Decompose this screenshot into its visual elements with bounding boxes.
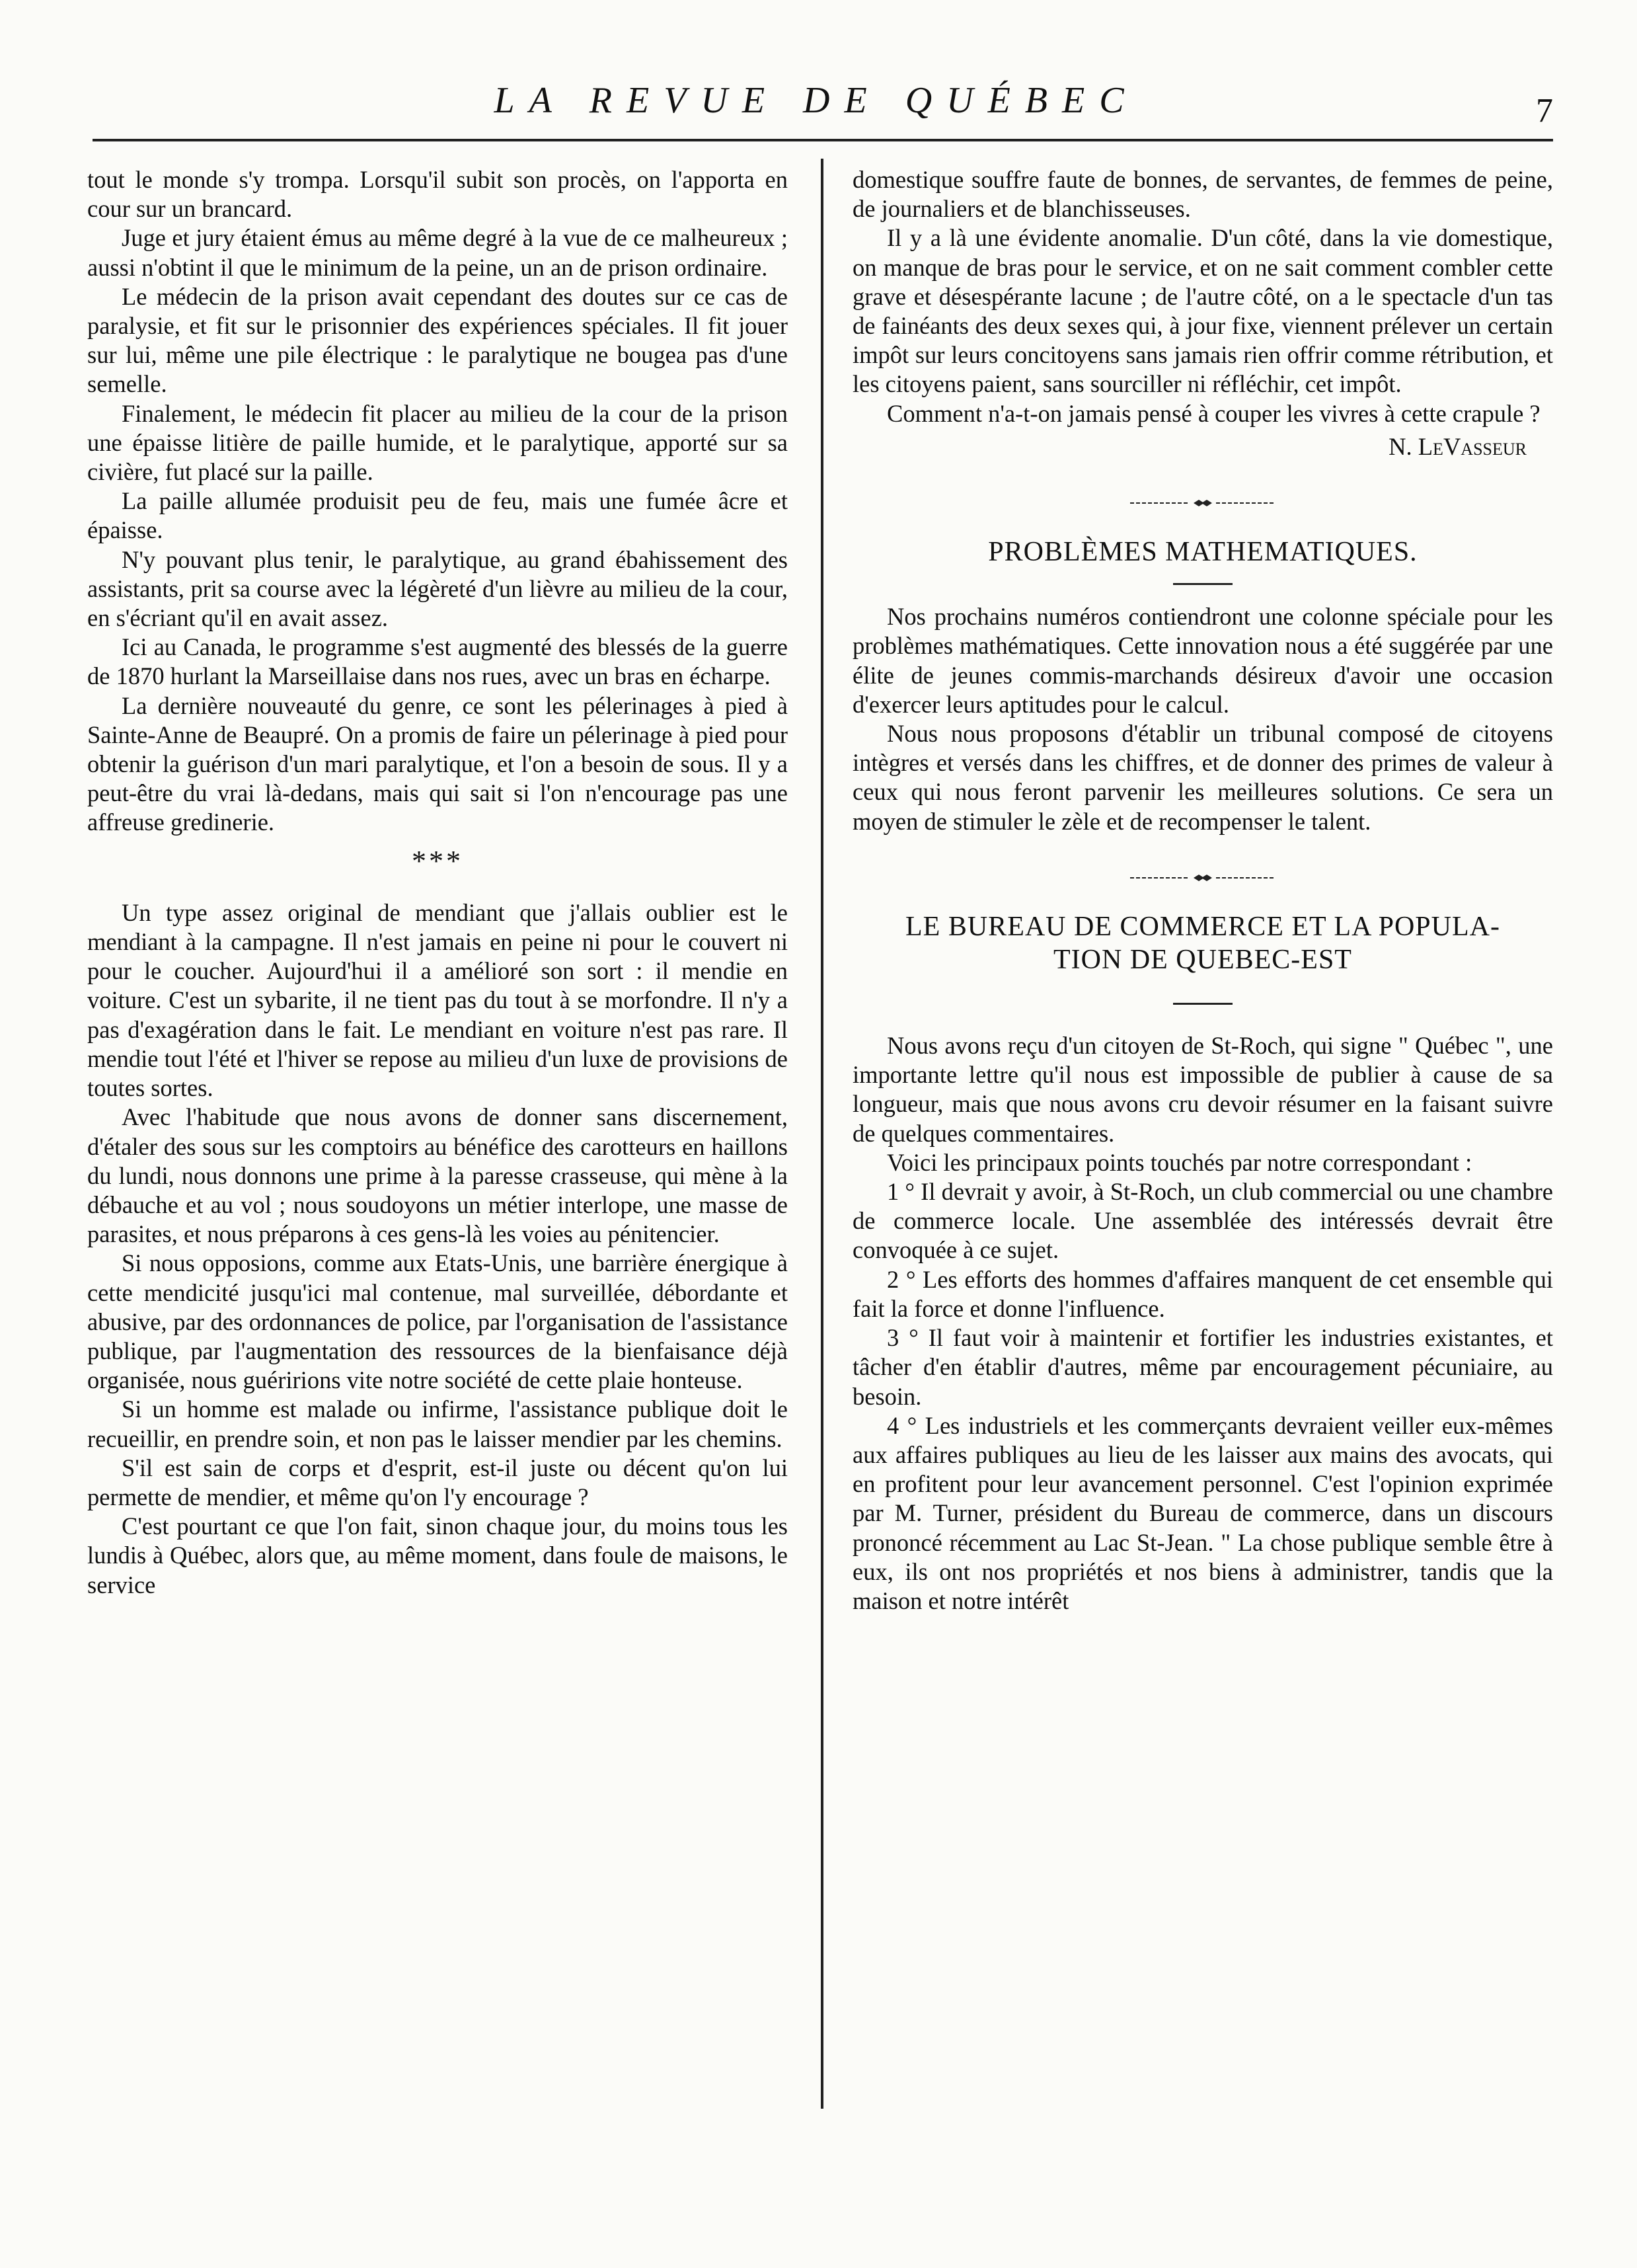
paragraph: domestique souffre faute de bonnes, de servantes, de femmes de peine, de journaliers et de blanchisseuses. xyxy=(853,166,1553,223)
ornament-divider xyxy=(853,863,1553,892)
short-rule xyxy=(1173,1003,1233,1005)
paragraph: S'il est sain de corps et d'esprit, est-il juste ou décent qu'on lui permette de mendier, et même qu'on l'y encourage ? xyxy=(87,1454,788,1510)
section-separator: *** xyxy=(412,844,463,877)
left-column xyxy=(87,165,788,1600)
section-title: PROBLÈMES MATHEMATIQUES. xyxy=(988,537,1418,568)
paragraph: N'y pouvant plus tenir, le paralytique, au grand ébahissement des assistants, prit sa course avec la légèreté d'un lièvre au milieu de la cour, en s'écriant qu'il en avait assez. xyxy=(87,545,788,632)
paragraph: Si nous opposions, comme aux Etats-Unis, une barrière énergique à cette mendicité jusqu'ici mal contenue, mal surveillée, débordante et abusive, par des ordonnances de police, par l'organisation de l'assistance publique, par l'augmentation des ressources de la bienfaisance déjà organisée, nous guéririons vite notre société de cette plaie honteuse. xyxy=(87,1249,788,1394)
paragraph: Nous nous proposons d'établir un tribunal composé de citoyens intègres et versés dans les chiffres, et de donner des primes de valeur à ceux qui nous feront parvenir les meilleures solutions. Ce sera un moyen de stimuler le zèle et de recompenser le talent. xyxy=(853,720,1553,835)
paragraph: Un type assez original de mendiant que j'allais oublier est le mendiant à la campagne. Il n'est jamais en peine ni pour le couvert ni pour le coucher. Aujourd'hui il a amélioré son sort : il mendie en voiture. C'est un sybarite, il ne tient pas du tout à se morfondre. Il n'y a pas d'exagération dans le fait. Le mendiant en voiture n'est pas rare. Il mendie tout l'été et l'hiver se repose au milieu d'un luxe de provisions de toutes sortes. xyxy=(87,898,788,1102)
paragraph: Avec l'habitude que nous avons de donner sans discernement, d'étaler des sous sur les comptoirs au bénéfice des carotteurs en haillons du lundi, nous donnons une prime à la paresse crasseuse, qui mène à la débauche et au vol ; nous soudoyons un métier interlope, une masse de parasites, et nous préparons à ces gens-là les voies au pénitencier. xyxy=(87,1103,788,1248)
paragraph: 2 ° Les efforts des hommes d'affaires manquent de cet ensemble qui fait la force et donne l'influence. xyxy=(853,1265,1553,1322)
page-header xyxy=(79,73,1553,145)
paragraph: La paille allumée produisit peu de feu, mais une fumée âcre et épaisse. xyxy=(87,487,788,544)
paragraph: C'est pourtant ce que l'on fait, sinon chaque jour, du moins tous les lundis à Québec, alors que, au même moment, dans foule de maisons, le service xyxy=(87,1512,788,1598)
paragraph: La dernière nouveauté du genre, ce sont les pélerinages à pied à Sainte-Anne de Beaupré. On a promis de faire un pélerinage à pied pour obtenir la guérison d'un mari paralytique, et l'on a besoin de sous. Il y a peut-être du vrai là-dedans, mais qui sait si l'on n'encourage pas une affreuse gredinerie. xyxy=(87,691,788,836)
paragraph: Nous avons reçu d'un citoyen de St-Roch, qui signe " Québec ", une importante lettre qu'il nous est impossible de publier à cause de sa longueur, mais que nous avons cru devoir résumer en la faisant suivre de quelques commentaires. xyxy=(853,1032,1553,1147)
short-rule xyxy=(1173,583,1233,585)
section-title-line-1: LE BUREAU DE COMMERCE ET LA POPULA- xyxy=(905,912,1500,943)
paragraph: Comment n'a-t-on jamais pensé à couper les vivres à cette crapule ? xyxy=(887,399,1541,427)
paragraph: Nos prochains numéros contiendront une colonne spéciale pour les problèmes mathématiques. Cette innovation nous a été suggérée par une élite de jeunes commis-marchands désireux d'avoir une occasion d'exercer leurs aptitudes pour le calcul. xyxy=(853,603,1553,718)
paragraph: Finalement, le médecin fit placer au milieu de la cour de la prison une épaisse litière de paille humide, et le paralytique, apporté sur sa civière, fut placé sur la paille. xyxy=(87,399,788,486)
page-number: 7 xyxy=(1536,92,1553,130)
author-signature: N. LeVasseur xyxy=(1389,432,1527,460)
paragraph: Il y a là une évidente anomalie. D'un côté, dans la vie domestique, on manque de bras pour le service, et on ne sait comment combler cette grave et désespérante lacune ; de l'autre côté, on a le spectacle d'un tas de fainéants des deux sexes qui, à jour fixe, viennent prélever un certain impôt sur leurs concitoyens sans jamais rien offrir comme rétribution, et les citoyens paient, sans sourciller ni réfléchir, cet impôt. xyxy=(853,224,1553,398)
journal-title: LA REVUE DE QUÉBEC xyxy=(494,80,1139,121)
paragraph: 3 ° Il faut voir à maintenir et fortifier les industries existantes, et tâcher d'en établir d'autres, même par encouragement pécuniaire, au besoin. xyxy=(853,1324,1553,1410)
section-math xyxy=(853,535,1553,585)
paragraph: Voici les principaux points touchés par notre correspondant : xyxy=(887,1148,1472,1176)
paragraph: Juge et jury étaient émus au même degré à la vue de ce malheureux ; aussi n'obtint il que le minimum de la peine, un an de prison ordinaire. xyxy=(87,224,788,281)
paragraph: Le médecin de la prison avait cependant des doutes sur ce cas de paralysie, et fit sur le prisonnier des expériences spéciales. Il fit jouer sur lui, même une pile électrique : le paralytique ne bougea pas d'une semelle. xyxy=(87,282,788,398)
paragraph: Si un homme est malade ou infirme, l'assistance publique doit le recueillir, en prendre soin, et non pas le laisser mendier par les chemins. xyxy=(87,1395,788,1452)
section-title-line-2: TION DE QUEBEC-EST xyxy=(1053,945,1352,976)
paragraph: 4 ° Les industriels et les commerçants devraient veiller eux-mêmes aux affaires publiques au lieu de les laisser aux mains des avocats, qui en profitent pour leur avancement personnel. C'est l'opinion exprimée par M. Turner, président du Bureau de commerce, dans un discours prononcé récemment au Lac St-Jean. " La chose publique semble être à eux, ils ont nos propriétés et nos biens à administrer, tandis que la maison et notre intérêt xyxy=(853,1411,1553,1614)
header-rule xyxy=(93,139,1553,141)
column-divider xyxy=(821,159,823,2109)
section-commerce xyxy=(853,910,1553,1005)
paragraph: Ici au Canada, le programme s'est augmenté des blessés de la guerre de 1870 hurlant la Marseillaise dans nos rues, avec un bras en écharpe. xyxy=(87,633,788,690)
ornament-icon xyxy=(1130,873,1275,883)
right-column xyxy=(853,165,1553,1616)
ornament-divider xyxy=(853,488,1553,517)
ornament-icon xyxy=(1130,498,1275,508)
paragraph: 1 ° Il devrait y avoir, à St-Roch, un club commercial ou une chambre de commerce locale. Une assemblée des intéressés devrait être convoquée à ce sujet. xyxy=(853,1178,1553,1264)
paragraph: tout le monde s'y trompa. Lorsqu'il subit son procès, on l'apporta en cour sur un brancard. xyxy=(87,166,788,223)
